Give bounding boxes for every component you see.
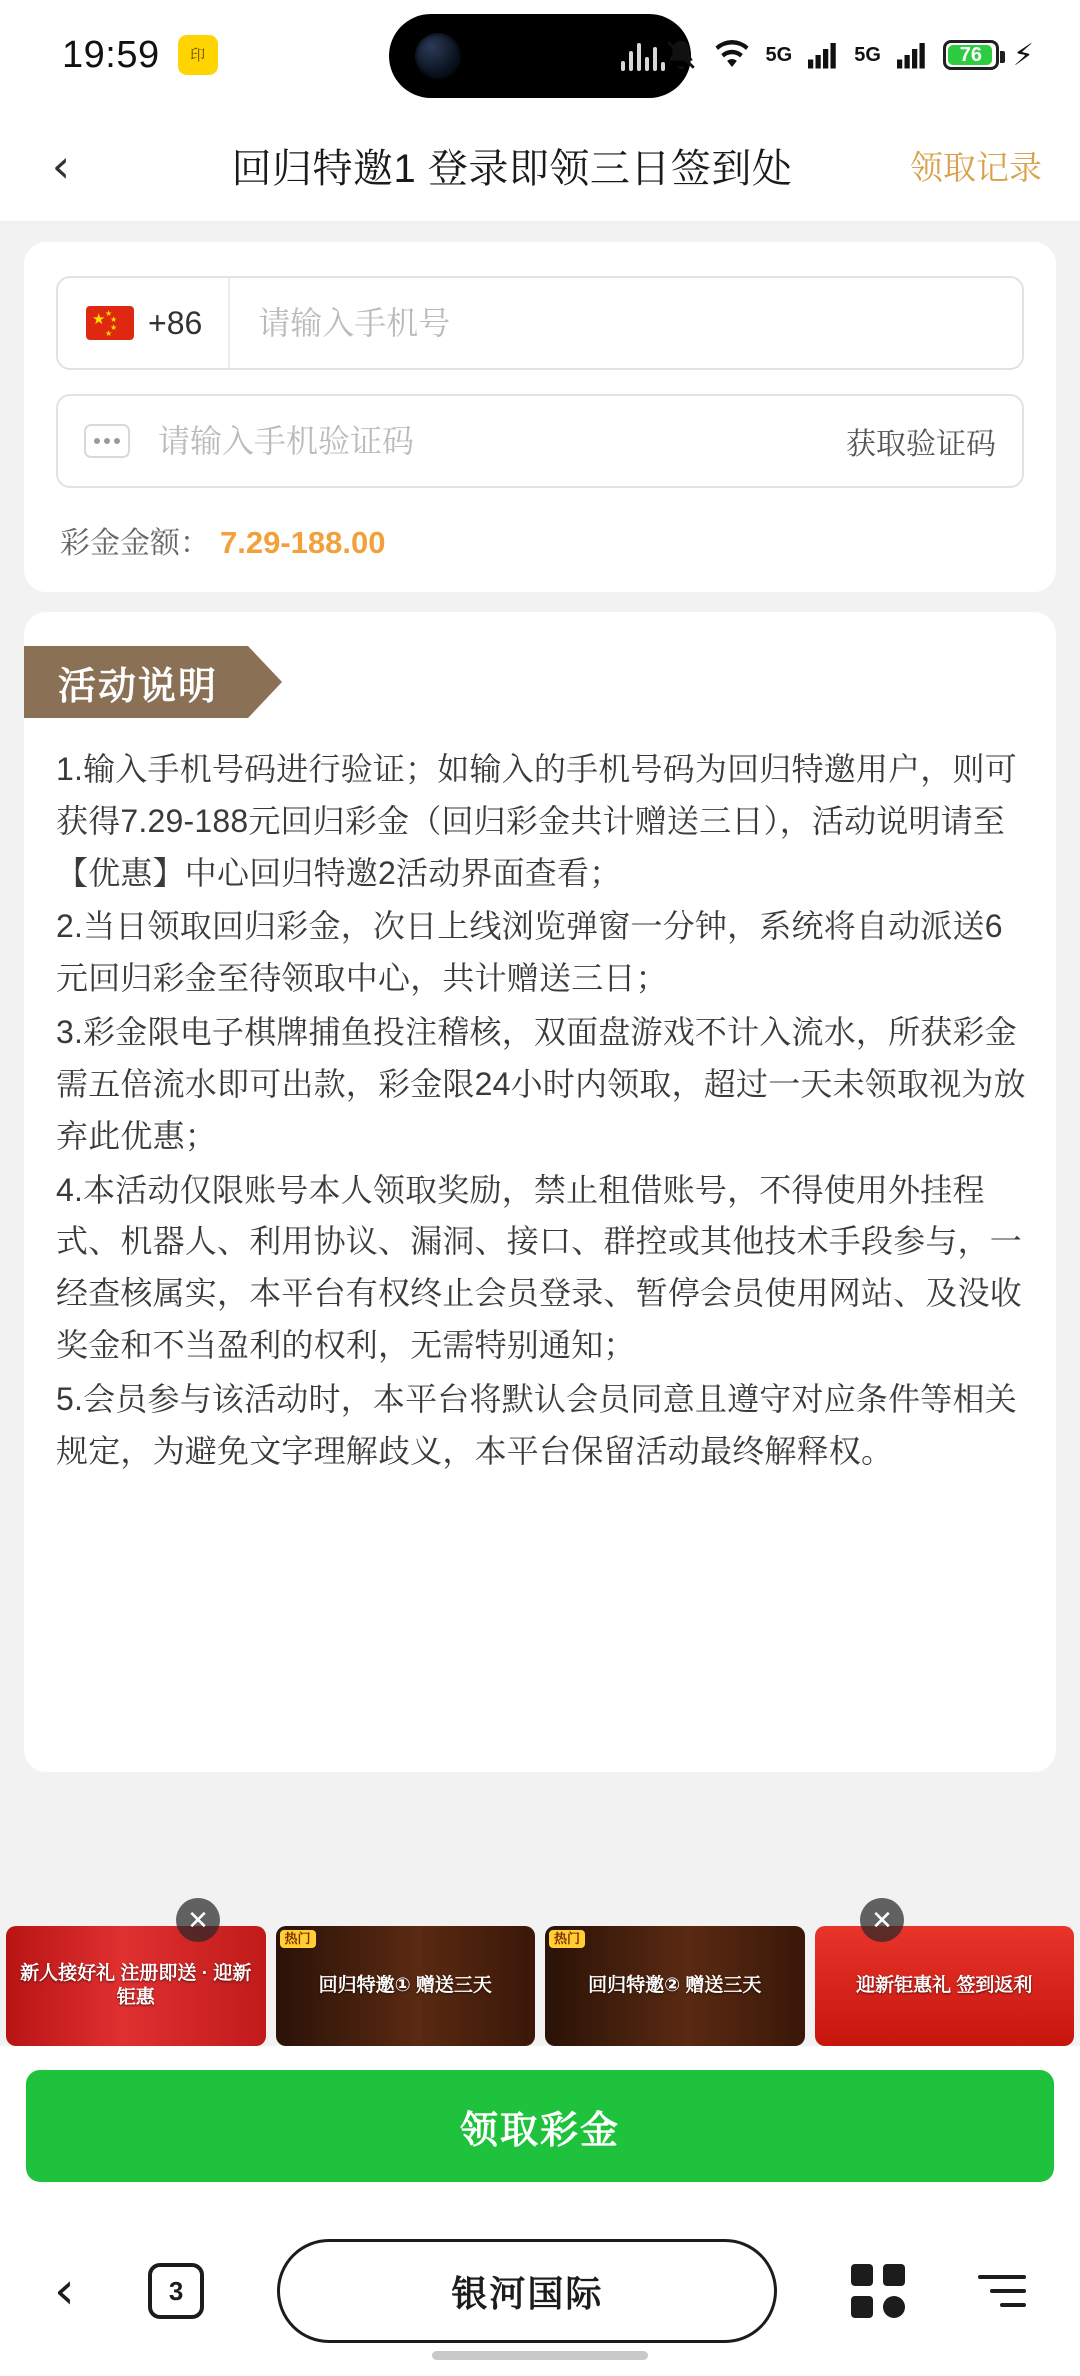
bolt-icon: ⚡ (1012, 38, 1034, 72)
home-indicator[interactable] (432, 2351, 648, 2360)
grid-apps-icon[interactable] (851, 2264, 905, 2318)
close-icon[interactable]: ✕ (176, 1898, 220, 1942)
rule-item: 4.本活动仅限账号本人领取奖励，禁止租借账号，不得使用外挂程式、机器人、利用协议、漏洞、接口、群控或其他技术手段参与，一经查核属实，本平台有权终止会员登录、暂停会员使用网站、及没收奖金和不当盈利的权利，无需特别通知； (56, 1171, 1023, 1364)
phone-input[interactable] (230, 305, 1022, 342)
ad-tag: 热门 (549, 1930, 585, 1948)
ad-banner[interactable] (815, 1926, 1075, 2046)
china-flag-icon: ★ ★ ★ ★ ★ (86, 306, 134, 340)
verification-code-field[interactable] (56, 394, 1024, 488)
status-time: 19:59 (62, 33, 160, 76)
claim-records-link[interactable]: 领取记录 (910, 149, 1042, 186)
app-header (0, 110, 1080, 222)
bonus-amount-label: 彩金金额： (60, 527, 210, 560)
phone-field[interactable] (56, 276, 1024, 370)
signal-5g-icon-2: 5G (854, 43, 881, 66)
bonus-amount-value: 7.29-188.00 (220, 525, 386, 560)
back-chevron-icon[interactable]: ‹ (51, 138, 71, 193)
signal-5g-icon-1: 5G (765, 43, 793, 66)
signal-bars-icon-2 (897, 41, 927, 69)
tabs-icon[interactable] (148, 2263, 204, 2319)
rule-item: 5.会员参与该活动时，本平台将默认会员同意且遵守对应条件等相关规定，为避免文字理解歧义，本平台保留活动最终解释权。 (56, 1380, 1017, 1469)
bell-muted-icon (664, 38, 698, 72)
nav-back-icon[interactable]: ‹ (54, 2261, 75, 2321)
status-icons (664, 0, 1034, 110)
rules-section-title: 活动说明 (24, 646, 248, 718)
close-icon[interactable]: ✕ (860, 1898, 904, 1942)
ad-label: 新人接好礼 注册即送 · 迎新钜惠 (20, 1963, 252, 2008)
url-bar[interactable] (277, 2239, 777, 2343)
ad-banner[interactable] (545, 1926, 805, 2046)
cta-container (0, 2046, 1080, 2206)
tabs-count: 3 (168, 2275, 184, 2306)
menu-lines-icon[interactable] (978, 2275, 1026, 2307)
ad-tag: 热门 (280, 1930, 316, 1948)
ad-banner[interactable] (6, 1926, 266, 2046)
rules-card (24, 612, 1056, 1772)
page-title: 回归特邀1 登录即领三日签到处 (231, 147, 793, 191)
claim-bonus-button[interactable]: 领取彩金 (26, 2070, 1054, 2182)
rule-item: 3.彩金限电子棋牌捕鱼投注稽核，双面盘游戏不计入流水，所获彩金需五倍流水即可出款，彩金限24小时内领取，超过一天未领取视为放弃此优惠； (56, 1014, 1026, 1154)
claim-form-card (24, 242, 1056, 592)
get-code-button[interactable]: 获取验证码 (846, 428, 996, 461)
rule-item: 2.当日领取回归彩金，次日上线浏览弹窗一分钟，系统将自动派送6元回归彩金至待领取中心，共计赠送三日； (56, 908, 1003, 997)
rules-text (24, 718, 1056, 1478)
battery-percent: 76 (959, 43, 983, 66)
ad-banner[interactable] (276, 1926, 536, 2046)
rule-item: 1.输入手机号码进行验证；如输入的手机号码为回归特邀用户，则可获得7.29-188元回归彩金（回归彩金共计赠送三日），活动说明请至【优惠】中心回归特邀2活动界面查看； (56, 751, 1017, 891)
country-code-label: +86 (148, 304, 203, 341)
country-code-selector[interactable] (58, 278, 230, 368)
wifi-icon (714, 40, 750, 70)
yellow-app-badge-icon: 印 (178, 35, 218, 75)
front-camera-icon (415, 33, 461, 79)
signal-bars-icon-1 (808, 41, 838, 69)
audio-wave-icon (621, 41, 665, 71)
code-dots-icon (84, 424, 130, 458)
battery-icon (943, 40, 999, 70)
ad-label: 回归特邀② 赠送三天 (588, 1975, 762, 1997)
ad-label: 回归特邀① 赠送三天 (318, 1975, 492, 1997)
ad-banner-strip (0, 1904, 1080, 2046)
verification-code-input[interactable] (130, 423, 820, 460)
dynamic-island (389, 14, 691, 98)
url-title: 银河国际 (451, 2272, 604, 2314)
status-bar (0, 0, 1080, 110)
bonus-amount-row (56, 518, 1024, 562)
ad-label: 迎新钜惠礼 签到返利 (856, 1975, 1033, 1997)
